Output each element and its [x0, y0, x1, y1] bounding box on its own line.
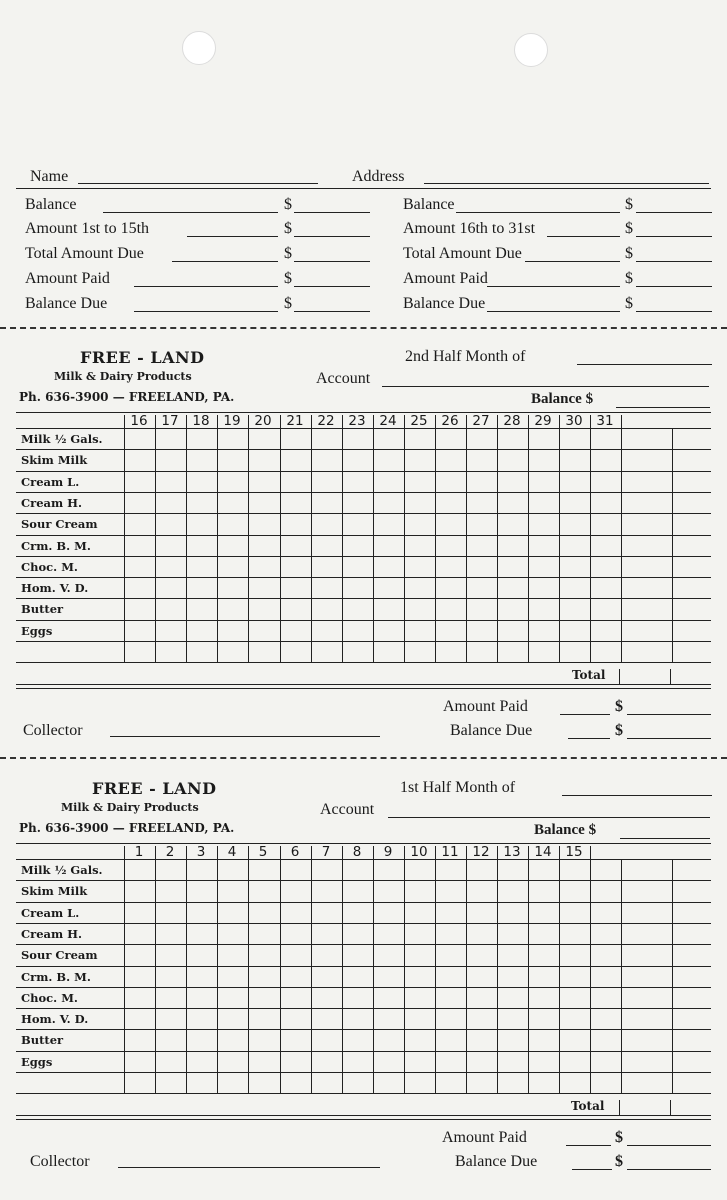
balance-due-line[interactable] [627, 1169, 711, 1170]
grid-row-rule [16, 662, 711, 663]
summary-left-amount[interactable] [294, 236, 370, 237]
summary-left-leader [134, 311, 278, 312]
summary-left-leader [134, 286, 278, 287]
product-label: Butter [21, 602, 64, 617]
grid-column-line [186, 428, 187, 662]
summary-right-amount[interactable] [636, 212, 712, 213]
grid-column-line [590, 859, 591, 1093]
summary-right-dollar: $ [625, 270, 633, 287]
grid-column-line [621, 428, 622, 662]
grid-row-rule [16, 471, 711, 472]
grid-column-line [466, 859, 467, 1093]
amount-paid-line[interactable] [627, 1145, 711, 1146]
product-label: Skim Milk [21, 884, 88, 899]
summary-right-label: Balance [403, 196, 455, 213]
amount-paid-leader [560, 714, 610, 715]
grid-column-line [311, 859, 312, 1093]
product-label: Choc. M. [21, 559, 78, 574]
total-divider [619, 669, 620, 684]
day-header-14: 14 [534, 844, 552, 860]
product-label: Hom. V. D. [21, 1012, 89, 1027]
balance-label: Balance $ [534, 822, 597, 838]
balance-line[interactable] [620, 838, 710, 839]
summary-right-amount[interactable] [636, 286, 712, 287]
day-header-8: 8 [352, 844, 362, 860]
day-header-7: 7 [321, 844, 331, 860]
balance-due-line[interactable] [627, 738, 711, 739]
grid-column-line [186, 859, 187, 1093]
grid-column-line [672, 859, 673, 1093]
day-header-23: 23 [348, 413, 366, 429]
summary-left-label: Amount Paid [25, 270, 110, 287]
grid-row-rule [16, 492, 711, 493]
day-header-13: 13 [503, 844, 521, 860]
summary-left-amount[interactable] [294, 261, 370, 262]
grid-column-line [155, 859, 156, 1093]
total-rule [16, 1119, 711, 1120]
grid-row-rule [16, 1008, 711, 1009]
summary-right-dollar: $ [625, 245, 633, 262]
day-header-11: 11 [441, 844, 459, 860]
grid-column-line [373, 859, 374, 1093]
day-header-1: 1 [134, 844, 144, 860]
grid-row-rule [16, 1115, 711, 1116]
day-header-6: 6 [290, 844, 300, 860]
total-rule [16, 688, 711, 689]
summary-right-leader [525, 261, 620, 262]
summary-right-amount[interactable] [636, 311, 712, 312]
amount-paid-label: Amount Paid [443, 698, 528, 716]
grid-row-rule [16, 513, 711, 514]
grid-column-line [435, 859, 436, 1093]
grid-row-rule [16, 987, 711, 988]
grid-row-rule [16, 577, 711, 578]
grid-row-rule [16, 923, 711, 924]
day-header-30: 30 [565, 413, 583, 429]
account-line[interactable] [382, 386, 709, 387]
product-label: Milk ½ Gals. [21, 432, 103, 446]
day-header-19: 19 [223, 413, 241, 429]
grid-column-line [404, 428, 405, 662]
summary-right-leader [487, 311, 620, 312]
product-label: Butter [21, 1033, 64, 1048]
summary-left-leader [172, 261, 278, 262]
grid-top-rule [16, 859, 711, 860]
summary-right-dollar: $ [625, 220, 633, 237]
grid-column-line [373, 428, 374, 662]
company-name: FREE - LAND [80, 348, 205, 367]
balance-due-dollar: $ [615, 722, 623, 740]
balance-due-dollar: $ [615, 1153, 623, 1171]
summary-left-label: Total Amount Due [25, 245, 144, 262]
summary-left-leader [187, 236, 278, 237]
grid-column-line [280, 428, 281, 662]
summary-right-dollar: $ [625, 196, 633, 213]
product-label: Eggs [21, 1054, 53, 1069]
product-label: Eggs [21, 623, 53, 638]
product-label: Cream L. [21, 905, 80, 920]
grid-row-rule [16, 1051, 711, 1052]
grid-top-rule [16, 428, 711, 429]
grid-column-line [497, 859, 498, 1093]
day-header-24: 24 [379, 413, 397, 429]
grid-column-line [248, 859, 249, 1093]
summary-top-rule [16, 188, 711, 189]
grid-column-line [342, 428, 343, 662]
grid-column-line [559, 428, 560, 662]
company-name: FREE - LAND [92, 779, 217, 798]
total-label: Total [571, 1099, 605, 1114]
day-header-2: 2 [165, 844, 175, 860]
period-label: 2nd Half Month of [405, 348, 526, 365]
collector-label: Collector [30, 1153, 90, 1171]
grid-column-line [528, 859, 529, 1093]
day-header-31: 31 [596, 413, 614, 429]
account-label: Account [316, 370, 371, 387]
grid-column-line [528, 428, 529, 662]
summary-left-label: Balance Due [25, 295, 108, 312]
perforation-1 [0, 327, 727, 329]
product-label: Cream H. [21, 495, 83, 510]
grid-column-line [124, 428, 125, 662]
address-line[interactable] [424, 183, 709, 184]
period-line[interactable] [562, 795, 712, 796]
period-label: 1st Half Month of [400, 779, 516, 796]
grid-column-line [621, 859, 622, 1093]
product-label: Milk ½ Gals. [21, 863, 103, 877]
product-label: Crm. B. M. [21, 969, 91, 984]
summary-right-leader [456, 212, 620, 213]
grid-column-line [217, 428, 218, 662]
grid-column-line [155, 428, 156, 662]
grid-row-rule [16, 880, 711, 881]
grid-column-line [590, 428, 591, 662]
period-line[interactable] [577, 364, 712, 365]
day-header-3: 3 [196, 844, 206, 860]
summary-right-amount[interactable] [636, 261, 712, 262]
summary-left-dollar: $ [284, 295, 292, 312]
grid-row-rule [16, 1029, 711, 1030]
summary-left-label: Amount 1st to 15th [25, 220, 150, 237]
company-phone: Ph. 636-3900 — FREELAND, PA. [19, 390, 235, 404]
punch-hole-right [514, 33, 548, 67]
product-label: Sour Cream [21, 517, 98, 532]
day-header-28: 28 [503, 413, 521, 429]
product-label: Hom. V. D. [21, 581, 89, 596]
grid-column-line [248, 428, 249, 662]
grid-column-line [559, 859, 560, 1093]
summary-left-amount[interactable] [294, 212, 370, 213]
day-header-26: 26 [441, 413, 459, 429]
summary-left-label: Balance [25, 196, 77, 213]
day-header-20: 20 [254, 413, 272, 429]
collector-line[interactable] [110, 736, 380, 737]
total-divider-end [670, 1100, 671, 1115]
day-header-29: 29 [534, 413, 552, 429]
product-label: Cream H. [21, 926, 83, 941]
balance-line[interactable] [616, 407, 710, 408]
grid-column-line [311, 428, 312, 662]
summary-right-amount[interactable] [636, 236, 712, 237]
amount-paid-line[interactable] [627, 714, 711, 715]
grid-row-rule [16, 598, 711, 599]
company-subtitle: Milk & Dairy Products [61, 801, 199, 814]
grid-column-line [466, 428, 467, 662]
balance-label: Balance $ [531, 391, 594, 407]
collector-line[interactable] [118, 1167, 380, 1168]
summary-left-dollar: $ [284, 245, 292, 262]
grid-row-rule [16, 966, 711, 967]
amount-paid-dollar: $ [615, 698, 623, 716]
grid-column-line [672, 428, 673, 662]
summary-right-label: Balance Due [403, 295, 486, 312]
grid-column-line [342, 859, 343, 1093]
summary-left-dollar: $ [284, 270, 292, 287]
grid-column-line [124, 859, 125, 1093]
grid-row-rule [16, 641, 711, 642]
grid-column-line [497, 428, 498, 662]
day-header-16: 16 [130, 413, 148, 429]
day-header-25: 25 [410, 413, 428, 429]
product-label: Crm. B. M. [21, 538, 91, 553]
grid-row-rule [16, 556, 711, 557]
day-header-9: 9 [383, 844, 393, 860]
summary-right-label: Total Amount Due [403, 245, 522, 262]
summary-left-dollar: $ [284, 196, 292, 213]
product-label: Sour Cream [21, 948, 98, 963]
address-label: Address [352, 168, 405, 185]
grid-row-rule [16, 902, 711, 903]
day-header-18: 18 [192, 413, 210, 429]
grid-column-line [435, 428, 436, 662]
grid-column-line [217, 859, 218, 1093]
summary-right-label: Amount 16th to 31st [403, 220, 536, 237]
day-header-12: 12 [472, 844, 490, 860]
summary-right-label: Amount Paid [403, 270, 488, 287]
balance-due-leader [568, 738, 610, 739]
amount-paid-leader [566, 1145, 611, 1146]
grid-row-rule [16, 620, 711, 621]
summary-left-leader [103, 212, 278, 213]
amount-paid-label: Amount Paid [442, 1129, 527, 1147]
product-label: Choc. M. [21, 990, 78, 1005]
name-label: Name [30, 168, 69, 185]
day-header-10: 10 [410, 844, 428, 860]
grid-column-line [280, 859, 281, 1093]
total-divider [619, 1100, 620, 1115]
product-label: Skim Milk [21, 453, 88, 468]
grid-row-rule [16, 1093, 711, 1094]
company-phone: Ph. 636-3900 — FREELAND, PA. [19, 821, 235, 835]
name-line[interactable] [78, 183, 318, 184]
company-subtitle: Milk & Dairy Products [54, 370, 192, 383]
day-header-27: 27 [472, 413, 490, 429]
grid-row-rule [16, 535, 711, 536]
perforation-2 [0, 757, 727, 759]
day-header-22: 22 [317, 413, 335, 429]
balance-due-leader [572, 1169, 612, 1170]
summary-left-dollar: $ [284, 220, 292, 237]
day-header-17: 17 [161, 413, 179, 429]
day-header-21: 21 [286, 413, 304, 429]
summary-right-leader [547, 236, 620, 237]
summary-left-amount[interactable] [294, 311, 370, 312]
grid-row-rule [16, 449, 711, 450]
balance-due-label: Balance Due [455, 1153, 538, 1171]
account-line[interactable] [388, 817, 710, 818]
summary-right-leader [487, 286, 620, 287]
product-label: Cream L. [21, 474, 80, 489]
balance-due-label: Balance Due [450, 722, 533, 740]
total-divider-end [670, 669, 671, 684]
total-label: Total [572, 668, 606, 683]
day-header-4: 4 [227, 844, 237, 860]
summary-right-dollar: $ [625, 295, 633, 312]
grid-row-rule [16, 944, 711, 945]
collector-label: Collector [23, 722, 83, 740]
amount-paid-dollar: $ [615, 1129, 623, 1147]
grid-column-line [404, 859, 405, 1093]
grid-row-rule [16, 684, 711, 685]
summary-left-amount[interactable] [294, 286, 370, 287]
grid-row-rule [16, 1072, 711, 1073]
account-label: Account [320, 801, 375, 818]
day-header-15: 15 [565, 844, 583, 860]
day-header-5: 5 [258, 844, 268, 860]
punch-hole-left [182, 31, 216, 65]
